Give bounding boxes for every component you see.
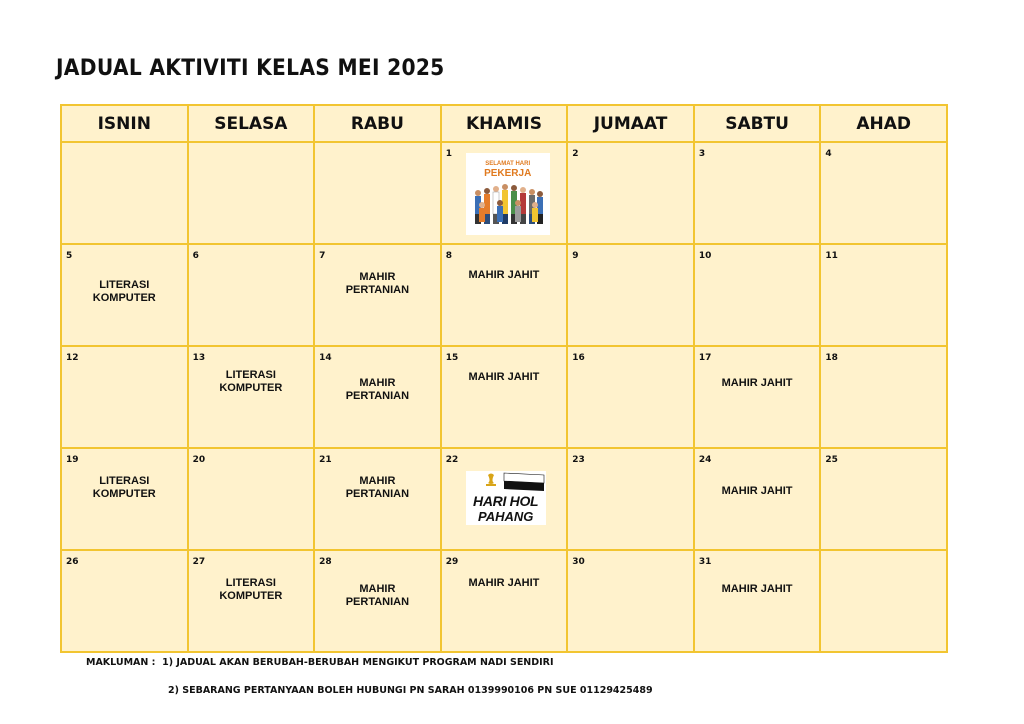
day-number: 12 <box>66 353 79 363</box>
poster-caption: SELAMAT HARI <box>485 161 531 167</box>
workers-group-illustration <box>466 153 550 235</box>
notes-text: 1) JADUAL AKAN BERUBAH-BERUBAH MENGIKUT PROGRAM NADI SENDIRI <box>162 657 554 668</box>
day-number: 27 <box>192 557 206 567</box>
day-cell <box>820 244 947 346</box>
day-cell <box>567 346 694 448</box>
day-cell <box>441 244 568 346</box>
day-cell <box>314 346 441 448</box>
day-cell <box>694 550 821 652</box>
day-cell <box>694 142 821 244</box>
day-cell <box>314 142 441 244</box>
day-number: 18 <box>825 353 838 363</box>
activity-label: MAHIR JAHIT <box>721 583 793 595</box>
page-title: JADUAL AKTIVITI KELAS MEI 2025 <box>56 56 445 81</box>
hari-pekerja-poster <box>466 153 550 235</box>
activity-label: LITERASI KOMPUTER <box>219 577 283 602</box>
day-number: 21 <box>319 455 332 465</box>
day-cell <box>188 550 315 652</box>
activity-label: MAHIR JAHIT <box>468 371 540 383</box>
day-number: 1 <box>445 149 452 159</box>
activity-label: MAHIR JAHIT <box>468 269 540 281</box>
poster-caption: HARI HOL <box>473 493 539 509</box>
day-cell <box>820 448 947 550</box>
day-number: 15 <box>445 353 459 363</box>
notes-label: MAKLUMAN : <box>86 657 156 668</box>
notes-line-2 <box>168 685 653 696</box>
day-cell <box>61 448 188 550</box>
day-number: 10 <box>698 251 712 261</box>
day-number: 3 <box>698 149 706 159</box>
day-number: 5 <box>66 251 73 261</box>
day-number: 26 <box>66 557 79 567</box>
activity-label: MAHIR PERTANIAN <box>345 475 410 500</box>
day-number: 30 <box>572 557 585 567</box>
hari-hol-pahang-poster <box>466 471 546 525</box>
calendar-table <box>60 104 948 653</box>
day-cell <box>694 346 821 448</box>
weekday-header: RABU <box>314 105 441 142</box>
day-number: 2 <box>572 149 579 159</box>
notes-line-1 <box>86 657 554 668</box>
notes-text: 2) SEBARANG PERTANYAAN BOLEH HUBUNGI PN SARAH 0139990106 PN SUE 01129425489 <box>168 685 653 696</box>
day-cell <box>61 244 188 346</box>
activity-label: MAHIR JAHIT <box>721 377 793 389</box>
weekday-header: KHAMIS <box>441 105 568 142</box>
weekday-header-row <box>61 105 947 142</box>
day-number: 19 <box>66 455 79 465</box>
day-number: 28 <box>319 557 332 567</box>
calendar-week-row <box>61 550 947 652</box>
calendar-week-row <box>61 346 947 448</box>
day-cell <box>61 142 188 244</box>
day-cell <box>188 142 315 244</box>
day-cell <box>314 550 441 652</box>
day-number: 11 <box>825 251 838 261</box>
day-cell <box>188 448 315 550</box>
poster-caption: PEKERJA <box>484 168 532 179</box>
activity-label: MAHIR JAHIT <box>721 485 793 497</box>
weekday-header: AHAD <box>820 105 947 142</box>
day-number: 16 <box>572 353 585 363</box>
day-cell <box>314 244 441 346</box>
activity-label: MAHIR JAHIT <box>468 577 540 589</box>
day-cell <box>820 346 947 448</box>
day-cell <box>567 142 694 244</box>
calendar-week-row <box>61 142 947 244</box>
day-number: 8 <box>445 251 452 261</box>
day-number: 4 <box>825 149 832 159</box>
activity-label: MAHIR PERTANIAN <box>345 377 410 402</box>
activity-label: MAHIR PERTANIAN <box>345 583 410 608</box>
weekday-header: SELASA <box>188 105 315 142</box>
day-number: 17 <box>698 353 712 363</box>
day-cell <box>694 448 821 550</box>
day-cell <box>441 142 568 244</box>
weekday-header: ISNIN <box>61 105 188 142</box>
activity-label: MAHIR PERTANIAN <box>345 271 410 296</box>
day-number: 22 <box>445 455 459 465</box>
calendar-week-row <box>61 244 947 346</box>
day-number: 7 <box>319 251 326 261</box>
day-cell <box>694 244 821 346</box>
activity-label: LITERASI KOMPUTER <box>92 279 156 304</box>
day-number: 29 <box>445 557 459 567</box>
day-cell <box>820 550 947 652</box>
day-number: 6 <box>192 251 199 261</box>
day-cell <box>567 244 694 346</box>
calendar-week-row <box>61 448 947 550</box>
day-number: 14 <box>319 353 332 363</box>
day-cell <box>441 346 568 448</box>
day-number: 24 <box>698 455 712 465</box>
day-cell <box>567 448 694 550</box>
day-cell <box>441 448 568 550</box>
day-number: 9 <box>572 251 579 261</box>
day-cell <box>314 448 441 550</box>
day-cell <box>441 550 568 652</box>
day-number: 25 <box>825 455 838 465</box>
activity-label: LITERASI KOMPUTER <box>219 369 283 394</box>
day-number: 31 <box>698 557 712 567</box>
day-cell <box>61 346 188 448</box>
weekday-header: SABTU <box>694 105 821 142</box>
day-cell <box>188 244 315 346</box>
weekday-header: JUMAAT <box>567 105 694 142</box>
day-cell <box>61 550 188 652</box>
day-number: 20 <box>192 455 206 465</box>
activity-label: LITERASI KOMPUTER <box>92 475 156 500</box>
day-cell <box>820 142 947 244</box>
poster-caption: PAHANG <box>478 509 534 524</box>
day-cell <box>567 550 694 652</box>
flag-crest-icon <box>466 471 546 495</box>
day-number: 13 <box>192 353 206 363</box>
day-cell <box>188 346 315 448</box>
day-number: 23 <box>572 455 585 465</box>
